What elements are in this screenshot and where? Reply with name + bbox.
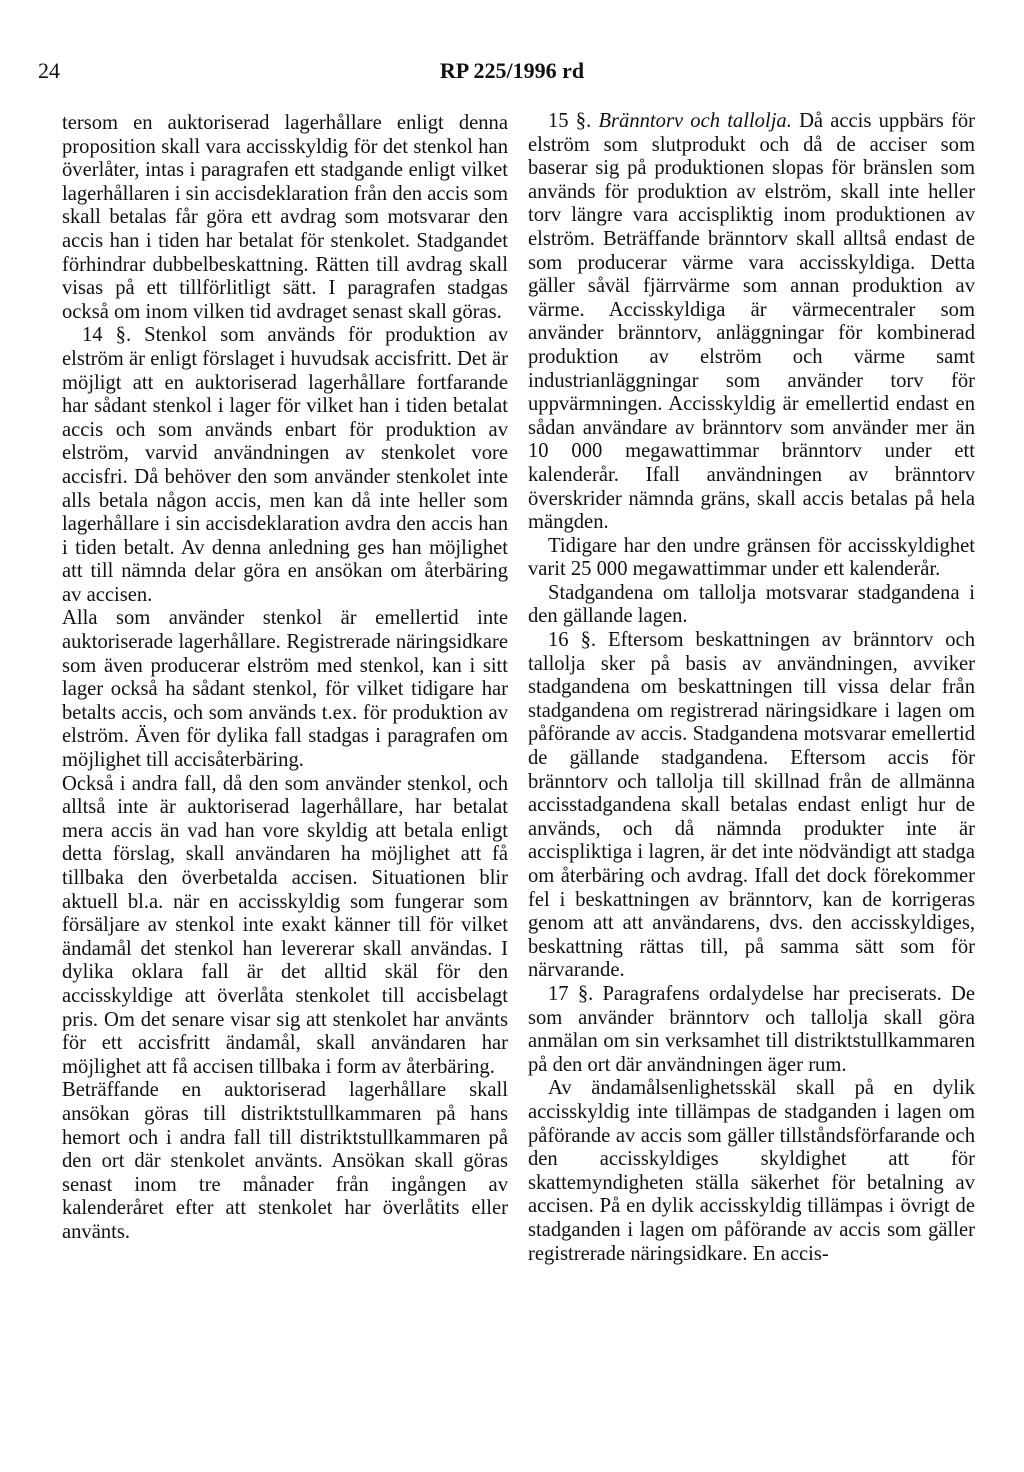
paragraph: Av ändamålsenlighetsskäl skall på en dylik accisskyldig inte tillämpas de stadganden i lagen om påförande av accis som gäller tillståndsförfarande och den accisskyldiges skyldighet att för skattemyndigheten ställa säkerhet för betalning av accisen. På en dylik accisskyldig tillämpas i övrigt de stadganden i lagen om påförande av accis som gäller registrerade näringsidkare. En accis-: [528, 1077, 975, 1265]
paragraph: Beträffande en auktoriserad lagerhållare skall ansökan göras till distriktstullkammaren på hans hemort och i andra fall till distriktstullkammaren på den ort där stenkolet använts. Ansökan skall göras senast inom tre månader från ingången av kalenderåret efter att stenkolet har överlåtits eller använts.: [62, 1079, 508, 1243]
paragraph: 17 §. Paragrafens ordalydelse har preciserats. De som använder bränntorv och tallolja skall göra anmälan om sin verksamhet till distriktstullkammaren på den ort där användningen äger rum.: [528, 982, 975, 1076]
paragraph: 14 §. Stenkol som används för produktion av elström är enligt förslaget i huvudsak accisfritt. Det är möjligt att en auktoriserad lagerhållare fortfarande har sådant stenkol i lager för vilket han i tiden betalat accis och som används enbart för produktion av elström, varvid användningen av stenkolet vore accisfri. Då behöver den som använder stenkolet inte alls betala någon accis, men kan då inte heller som lagerhållare i sin accisdeklaration avdra den accis han i tiden betalt. Av denna anledning ges han möjlighet att till nämnda delar göra en ansökan om återbäring av accisen.: [62, 324, 508, 606]
page-number: 24: [38, 58, 60, 83]
section-15-paragraph: [528, 110, 975, 535]
section-15-number: 15 §.: [548, 110, 592, 132]
document-id: RP 225/1996 rd: [439, 58, 585, 83]
paragraph: Stadgandena om tallolja motsvarar stadgandena i den gällande lagen.: [528, 581, 975, 628]
page-header: [0, 58, 1024, 88]
section-15-text: Då accis uppbärs för elström som slutprodukt och då de acciser som baserar sig på produktionen slopas för bränslen som används för produktion av elström, skall inte heller torv längre vara accispliktig inom produktionen av elström. Beträffande bränntorv skall alltså endast de som producerar värme vara accisskyldiga. Detta gäller såväl fjärrvärme som annan produktion av värme. Accisskyldiga är värmecentraler som använder bränntorv, anläggningar för kombinerad produktion av elström och värme samt industrianläggningar som använder torv för uppvärmningen. Accisskyldig är emellertid endast en sådan användare av bränntorv som använder mer än 10 000 megawattimmar bränntorv under ett kalenderår. Ifall användningen av bränntorv överskrider nämnda gräns, skall accis betalas på hela mängden.: [528, 110, 976, 534]
paragraph: tersom en auktoriserad lagerhållare enligt denna proposition skall vara accisskyldig för det stenkol han överlåter, intas i paragrafen ett stadgande enligt vilket lagerhållaren i sin accisdeklaration från den accis som skall betalas får göra ett avdrag som motsvarar den accis han i tiden har betalat för stenkolet. Stadgandet förhindrar dubbelbeskattning. Rätten till avdrag skall visas på ett tillförlitligt sätt. I paragrafen stadgas också om inom vilken tid avdraget senast skall göras.: [62, 112, 508, 323]
section-15-title: Bränntorv och tallolja.: [598, 110, 792, 132]
paragraph: Alla som använder stenkol är emellertid inte auktoriserade lagerhållare. Registrerade näringsidkare som även producerar elström med stenkol, kan i sitt lager också ha sådant stenkol, för vilket tidigare har betalts accis, och som används t.ex. för produktion av elström. Även för dylika fall stadgas i paragrafen om möjlighet till accisåterbäring.: [62, 607, 508, 772]
paragraph: Tidigare har den undre gränsen för accisskyldighet varit 25 000 megawattimmar under ett kalenderår.: [528, 534, 975, 581]
paragraph: 16 §. Eftersom beskattningen av bränntorv och tallolja sker på basis av användningen, avviker stadgandena om beskattningen till vissa delar från stadgandena om registrerad näringsidkare i lagen om påförande av accis. Stadgandena motsvarar emellertid de gällande stadgandena. Eftersom accis för bränntorv och tallolja till skillnad från de allmänna accisstadgandena skall betalas endast enligt hur de används, och då nämnda produkter inte är accispliktiga i lagren, är det inte nödvändigt att stadga om återbäring och avdrag. Ifall det dock förekommer fel i beskattningen av bränntorv, kan de korrigeras genom att att användarens, dvs. den accisskyldiges, beskattning rättas till, på samma sätt som för närvarande.: [528, 629, 975, 982]
right-column: [528, 110, 975, 1266]
left-column: [62, 112, 508, 1245]
paragraph: Också i andra fall, då den som använder stenkol, och alltså inte är auktoriserad lagerhållare, har betalat mera accis än vad han vore skyldig att betala enligt detta förslag, skall användaren ha möjlighet att få tillbaka den överbetalda accisen. Situationen blir aktuell bl.a. när en accisskyldig som fungerar som försäljare av stenkol inte exakt känner till för vilket ändamål det stenkol han levererar skall användas. I dylika oklara fall är det alltid skäl för den accisskyldige att överlåta stenkolet till accisbelagt pris. Om det senare visar sig att stenkolet har använts för ett accisfritt ändamål, skall användaren har möjlighet att få accisen tillbaka i form av återbäring.: [62, 772, 508, 1078]
